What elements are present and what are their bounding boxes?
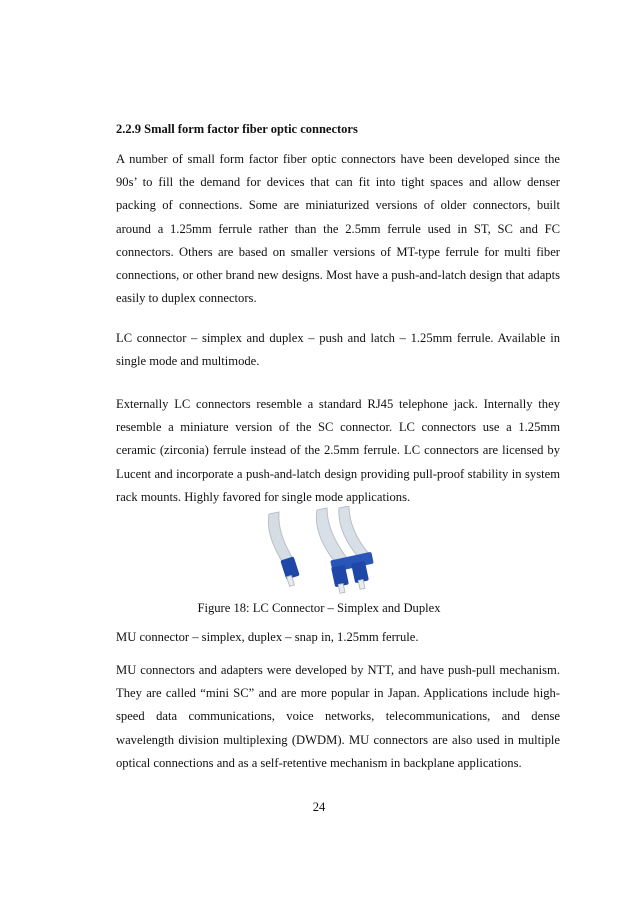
- figure-caption: Figure 18: LC Connector – Simplex and Duplex: [197, 601, 441, 615]
- page-number: 24: [312, 800, 326, 814]
- paragraph-mu-summary: MU connector – simplex, duplex – snap in, 1.25mm ferrule.: [116, 630, 419, 644]
- lc-connector-image: [255, 506, 395, 596]
- simplex-connector: [268, 512, 299, 586]
- section-heading: 2.2.9 Small form factor fiber optic connectors: [116, 122, 358, 136]
- paragraph-intro: A number of small form factor fiber optic connectors have been developed since the 90s’ to fill the demand for devices that can fit into tight spaces and allow denser packing of connections. Some are miniaturized versions of older connectors, built around a 1.25mm ferrule rather than the 2.5mm ferrule used in ST, SC and FC connectors. Others are based on smaller versions of MT-type ferrule for multi fiber connections, or other brand new designs. Most have a push-and-latch design that adapts easily to duplex connectors.: [116, 152, 560, 306]
- lc-connector-figure: [255, 506, 395, 596]
- paragraph-lc-details: Externally LC connectors resemble a standard RJ45 telephone jack. Internally they resemble a miniature version of the SC connector. LC connectors use a 1.25mm ceramic (zirconia) ferrule instead of the 2.5mm ferrule. LC connectors are licensed by Lucent and incorporate a push-and-latch design providing pull-proof stability in system rack mounts. Highly favored for single mode applications.: [116, 397, 560, 504]
- duplex-connector: [316, 506, 373, 593]
- paragraph-lc-summary: LC connector – simplex and duplex – push and latch – 1.25mm ferrule. Available in single mode and multimode.: [116, 331, 560, 369]
- paragraph-mu-details: MU connectors and adapters were developed by NTT, and have push-pull mechanism. They are called “mini SC” and are more popular in Japan. Applications include high-speed data communications, voice networks, telecommunications, and dense wavelength division multiplexing (DWDM). MU connectors are also used in multiple optical connections and as a self-retentive mechanism in backplane applications.: [116, 663, 560, 770]
